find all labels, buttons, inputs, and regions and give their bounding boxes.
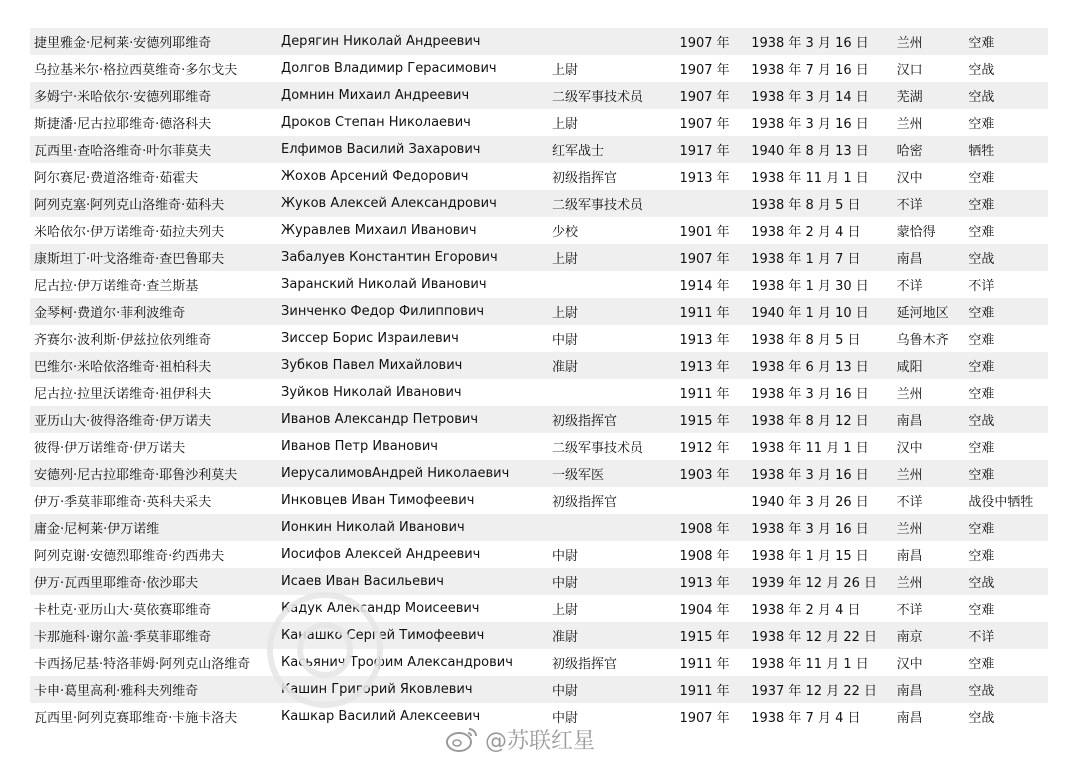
cause-cell: 空难 [968,468,995,483]
chinese-name-cell: 尼古拉·拉里沃诺维奇·祖伊科夫 [34,387,212,402]
death-date-cell: 1938 年 8 月 12 日 [751,414,869,429]
chinese-name-cell: 瓦西里·查哈洛维奇·叶尔菲莫夫 [34,144,212,159]
birth-year-cell: 1907 年 [679,252,730,267]
rank-cell: 上尉 [551,603,578,618]
rank-cell: 上尉 [551,306,578,321]
russian-name-cell: ИерусалимовАндрей Николаевич [281,466,510,481]
death-date-cell: 1938 年 1 月 15 日 [751,549,869,564]
cause-cell: 空战 [968,414,995,429]
place-cell: 延河地区 [896,306,949,321]
rank-cell: 一级军医 [551,468,604,483]
place-cell: 兰州 [896,117,923,132]
birth-year-cell: 1912 年 [679,441,730,456]
cause-cell: 不详 [968,279,995,294]
birth-year-cell: 1913 年 [679,576,730,591]
chinese-name-cell: 尼古拉·伊万诺维奇·查兰斯基 [34,279,199,294]
russian-name-cell: Домнин Михаил Андреевич [281,88,470,103]
chinese-name-cell: 齐赛尔·波利斯·伊兹拉依列维奇 [34,333,212,348]
birth-year-cell: 1911 年 [679,306,730,321]
table-row [30,136,1048,163]
death-date-cell: 1938 年 2 月 4 日 [751,225,861,240]
russian-name-cell: Забалуев Константин Егорович [281,250,498,265]
death-date-cell: 1938 年 8 月 5 日 [751,198,861,213]
personnel-table [30,28,1048,730]
cause-cell: 牺牲 [968,144,995,159]
chinese-name-cell: 金琴柯·费道尔·菲利波维奇 [34,306,186,321]
rank-cell: 中尉 [551,684,578,699]
chinese-name-cell: 伊万·瓦西里耶维奇·依沙耶夫 [34,576,199,591]
table-row [30,271,1048,298]
table-row [30,676,1048,703]
russian-name-cell: Инковцев Иван Тимофеевич [281,493,475,508]
birth-year-cell: 1907 年 [679,36,730,51]
table-row [30,595,1048,622]
death-date-cell: 1938 年 7 月 4 日 [751,711,861,726]
death-date-cell: 1938 年 12 月 22 日 [751,630,878,645]
place-cell: 不详 [896,603,923,618]
place-cell: 乌鲁木齐 [896,333,949,348]
table-row [30,109,1048,136]
table-row [30,379,1048,406]
place-cell: 芜湖 [896,90,923,105]
cause-cell: 空难 [968,522,995,537]
place-cell: 南昌 [896,252,923,267]
cause-cell: 空战 [968,576,995,591]
russian-name-cell: Ионкин Николай Иванович [281,520,465,535]
table-row [30,298,1048,325]
table-row [30,163,1048,190]
birth-year-cell: 1917 年 [679,144,730,159]
rank-cell: 初级指挥官 [551,657,617,672]
place-cell: 南昌 [896,684,923,699]
cause-cell: 空难 [968,171,995,186]
weibo-handle: @苏联红星 [485,728,596,754]
russian-name-cell: Касьянич Трофим Александрович [281,655,513,670]
place-cell: 兰州 [896,468,923,483]
place-cell: 不详 [896,198,923,213]
death-date-cell: 1940 年 1 月 10 日 [751,306,869,321]
russian-name-cell: Иванов Петр Иванович [281,439,438,454]
place-cell: 不详 [896,279,923,294]
cause-cell: 空难 [968,549,995,564]
table-row [30,622,1048,649]
chinese-name-cell: 卡申·葛里高利·雅科夫列维奇 [34,684,199,699]
place-cell: 兰州 [896,522,923,537]
chinese-name-cell: 乌拉基米尔·格拉西莫维奇·多尔戈夫 [34,63,238,78]
place-cell: 南昌 [896,711,923,726]
birth-year-cell: 1911 年 [679,657,730,672]
birth-year-cell: 1907 年 [679,90,730,105]
chinese-name-cell: 安德列·尼古拉耶维奇·耶鲁沙利莫夫 [34,468,238,483]
birth-year-cell: 1907 年 [679,711,730,726]
birth-year-cell: 1913 年 [679,171,730,186]
place-cell: 汉中 [896,171,923,186]
russian-name-cell: Заранский Николай Иванович [281,277,487,292]
chinese-name-cell: 斯捷潘·尼古拉耶维奇·德洛科夫 [34,117,212,132]
birth-year-cell: 1913 年 [679,333,730,348]
birth-year-cell: 1911 年 [679,684,730,699]
russian-name-cell: Зубков Павел Михайлович [281,358,463,373]
place-cell: 南京 [896,630,923,645]
death-date-cell: 1938 年 3 月 16 日 [751,117,869,132]
cause-cell: 空难 [968,387,995,402]
cause-cell: 空难 [968,441,995,456]
chinese-name-cell: 卡杜克·亚历山大·莫依赛耶维奇 [34,603,212,618]
chinese-name-cell: 阿尔赛尼·费道洛维奇·茹霍夫 [34,171,199,186]
table-row [30,649,1048,676]
birth-year-cell: 1908 年 [679,549,730,564]
place-cell: 兰州 [896,576,923,591]
table-row [30,190,1048,217]
table-row [30,541,1048,568]
rank-cell: 准尉 [551,360,578,375]
cause-cell: 空战 [968,684,995,699]
chinese-name-cell: 亚历山大·彼得洛维奇·伊万诺夫 [34,414,212,429]
birth-year-cell: 1904 年 [679,603,730,618]
place-cell: 汉中 [896,657,923,672]
place-cell: 蒙恰得 [896,225,936,240]
chinese-name-cell: 伊万·季莫菲耶维奇·英科夫采夫 [34,495,212,510]
table-row [30,55,1048,82]
birth-year-cell: 1907 年 [679,63,730,78]
place-cell: 南昌 [896,414,923,429]
table-row [30,325,1048,352]
russian-name-cell: Кашин Григорий Яковлевич [281,682,473,697]
cause-cell: 空难 [968,198,995,213]
death-date-cell: 1938 年 3 月 14 日 [751,90,869,105]
cause-cell: 空难 [968,333,995,348]
russian-name-cell: Дерягин Николай Андреевич [281,34,481,49]
birth-year-cell: 1903 年 [679,468,730,483]
table-row [30,433,1048,460]
table-row [30,487,1048,514]
russian-name-cell: Кадук Александр Моисеевич [281,601,480,616]
birth-year-cell: 1901 年 [679,225,730,240]
chinese-name-cell: 卡西扬尼基·特洛菲姆·阿列克山洛维奇 [34,657,251,672]
cause-cell: 空难 [968,306,995,321]
rank-cell: 初级指挥官 [551,414,617,429]
birth-year-cell: 1913 年 [679,360,730,375]
rank-cell: 中尉 [551,549,578,564]
table-row [30,406,1048,433]
table-row [30,568,1048,595]
cause-cell: 空战 [968,63,995,78]
rank-cell: 二级军事技术员 [551,198,643,213]
birth-year-cell: 1907 年 [679,117,730,132]
cause-cell: 空战 [968,252,995,267]
russian-name-cell: Зуйков Николай Иванович [281,385,462,400]
death-date-cell: 1937 年 12 月 22 日 [751,684,878,699]
death-date-cell: 1938 年 2 月 4 日 [751,603,861,618]
chinese-name-cell: 瓦西里·阿列克赛耶维奇·卡施卡洛夫 [34,711,238,726]
place-cell: 咸阳 [896,360,923,375]
russian-name-cell: Журавлев Михаил Иванович [281,223,477,238]
cause-cell: 空难 [968,657,995,672]
russian-name-cell: Долгов Владимир Герасимович [281,61,497,76]
rank-cell: 上尉 [551,117,578,132]
russian-name-cell: Канашко Сергей Тимофеевич [281,628,485,643]
birth-year-cell: 1915 年 [679,630,730,645]
table-row [30,217,1048,244]
cause-cell: 空战 [968,711,995,726]
death-date-cell: 1940 年 8 月 13 日 [751,144,869,159]
table-row [30,244,1048,271]
death-date-cell: 1938 年 3 月 16 日 [751,522,869,537]
rank-cell: 准尉 [551,630,578,645]
table-row [30,460,1048,487]
cause-cell: 空难 [968,603,995,618]
chinese-name-cell: 阿列克谢·安德烈耶维奇·约西弗夫 [34,549,225,564]
cause-cell: 战役中牺牲 [968,495,1034,510]
russian-name-cell: Исаев Иван Васильевич [281,574,444,589]
table-row [30,82,1048,109]
russian-name-cell: Зинченко Федор Филиппович [281,304,485,319]
chinese-name-cell: 米哈依尔·伊万诺维奇·茹拉夫列夫 [34,225,225,240]
russian-name-cell: Иосифов Алексей Андреевич [281,547,481,562]
death-date-cell: 1938 年 7 月 16 日 [751,63,869,78]
cause-cell: 空难 [968,360,995,375]
place-cell: 兰州 [896,36,923,51]
death-date-cell: 1938 年 11 月 1 日 [751,171,869,186]
chinese-name-cell: 康斯坦丁·叶戈洛维奇·查巴鲁耶夫 [34,252,225,267]
chinese-name-cell: 捷里雅金·尼柯莱·安德列耶维奇 [34,36,212,51]
rank-cell: 上尉 [551,63,578,78]
russian-name-cell: Елфимов Василий Захарович [281,142,481,157]
death-date-cell: 1938 年 3 月 16 日 [751,387,869,402]
rank-cell: 中尉 [551,711,578,726]
russian-name-cell: Жуков Алексей Александрович [281,196,497,211]
place-cell: 汉中 [896,441,923,456]
place-cell: 兰州 [896,387,923,402]
cause-cell: 空战 [968,90,995,105]
birth-year-cell: 1911 年 [679,387,730,402]
table-row [30,28,1048,55]
russian-name-cell: Жохов Арсений Федорович [281,169,469,184]
death-date-cell: 1938 年 1 月 7 日 [751,252,861,267]
death-date-cell: 1938 年 11 月 1 日 [751,441,869,456]
chinese-name-cell: 卡那施科·谢尔盖·季莫菲耶维奇 [34,630,212,645]
place-cell: 哈密 [896,144,923,159]
rank-cell: 二级军事技术员 [551,90,643,105]
place-cell: 南昌 [896,549,923,564]
chinese-name-cell: 多姆宁·米哈依尔·安德列耶维奇 [34,90,212,105]
chinese-name-cell: 庸金·尼柯莱·伊万诺维 [34,522,160,537]
death-date-cell: 1938 年 11 月 1 日 [751,657,869,672]
rank-cell: 中尉 [551,333,578,348]
chinese-name-cell: 阿列克塞·阿列克山洛维奇·茹科夫 [34,198,225,213]
rank-cell: 初级指挥官 [551,495,617,510]
cause-cell: 空难 [968,117,995,132]
birth-year-cell: 1915 年 [679,414,730,429]
russian-name-cell: Кашкар Василий Алексеевич [281,709,481,724]
birth-year-cell: 1914 年 [679,279,730,294]
death-date-cell: 1938 年 8 月 5 日 [751,333,861,348]
russian-name-cell: Иванов Александр Петрович [281,412,479,427]
rank-cell: 红军战士 [551,144,604,159]
rank-cell: 中尉 [551,576,578,591]
cause-cell: 不详 [968,630,995,645]
birth-year-cell: 1908 年 [679,522,730,537]
chinese-name-cell: 彼得·伊万诺维奇·伊万诺夫 [34,441,186,456]
weibo-icon [445,725,479,753]
death-date-cell: 1938 年 1 月 30 日 [751,279,869,294]
place-cell: 汉口 [896,63,923,78]
cause-cell: 空难 [968,225,995,240]
death-date-cell: 1938 年 3 月 16 日 [751,36,869,51]
death-date-cell: 1939 年 12 月 26 日 [751,576,878,591]
russian-name-cell: Зиссер Борис Израилевич [281,331,459,346]
chinese-name-cell: 巴维尔·米哈依洛维奇·祖柏科夫 [34,360,212,375]
death-date-cell: 1940 年 3 月 26 日 [751,495,869,510]
death-date-cell: 1938 年 6 月 13 日 [751,360,869,375]
weibo-watermark [445,722,595,756]
table-row [30,352,1048,379]
cause-cell: 空难 [968,36,995,51]
place-cell: 不详 [896,495,923,510]
russian-name-cell: Дроков Степан Николаевич [281,115,471,130]
table-row [30,514,1048,541]
death-date-cell: 1938 年 3 月 16 日 [751,468,869,483]
rank-cell: 初级指挥官 [551,171,617,186]
rank-cell: 二级军事技术员 [551,441,643,456]
rank-cell: 上尉 [551,252,578,267]
rank-cell: 少校 [551,225,578,240]
